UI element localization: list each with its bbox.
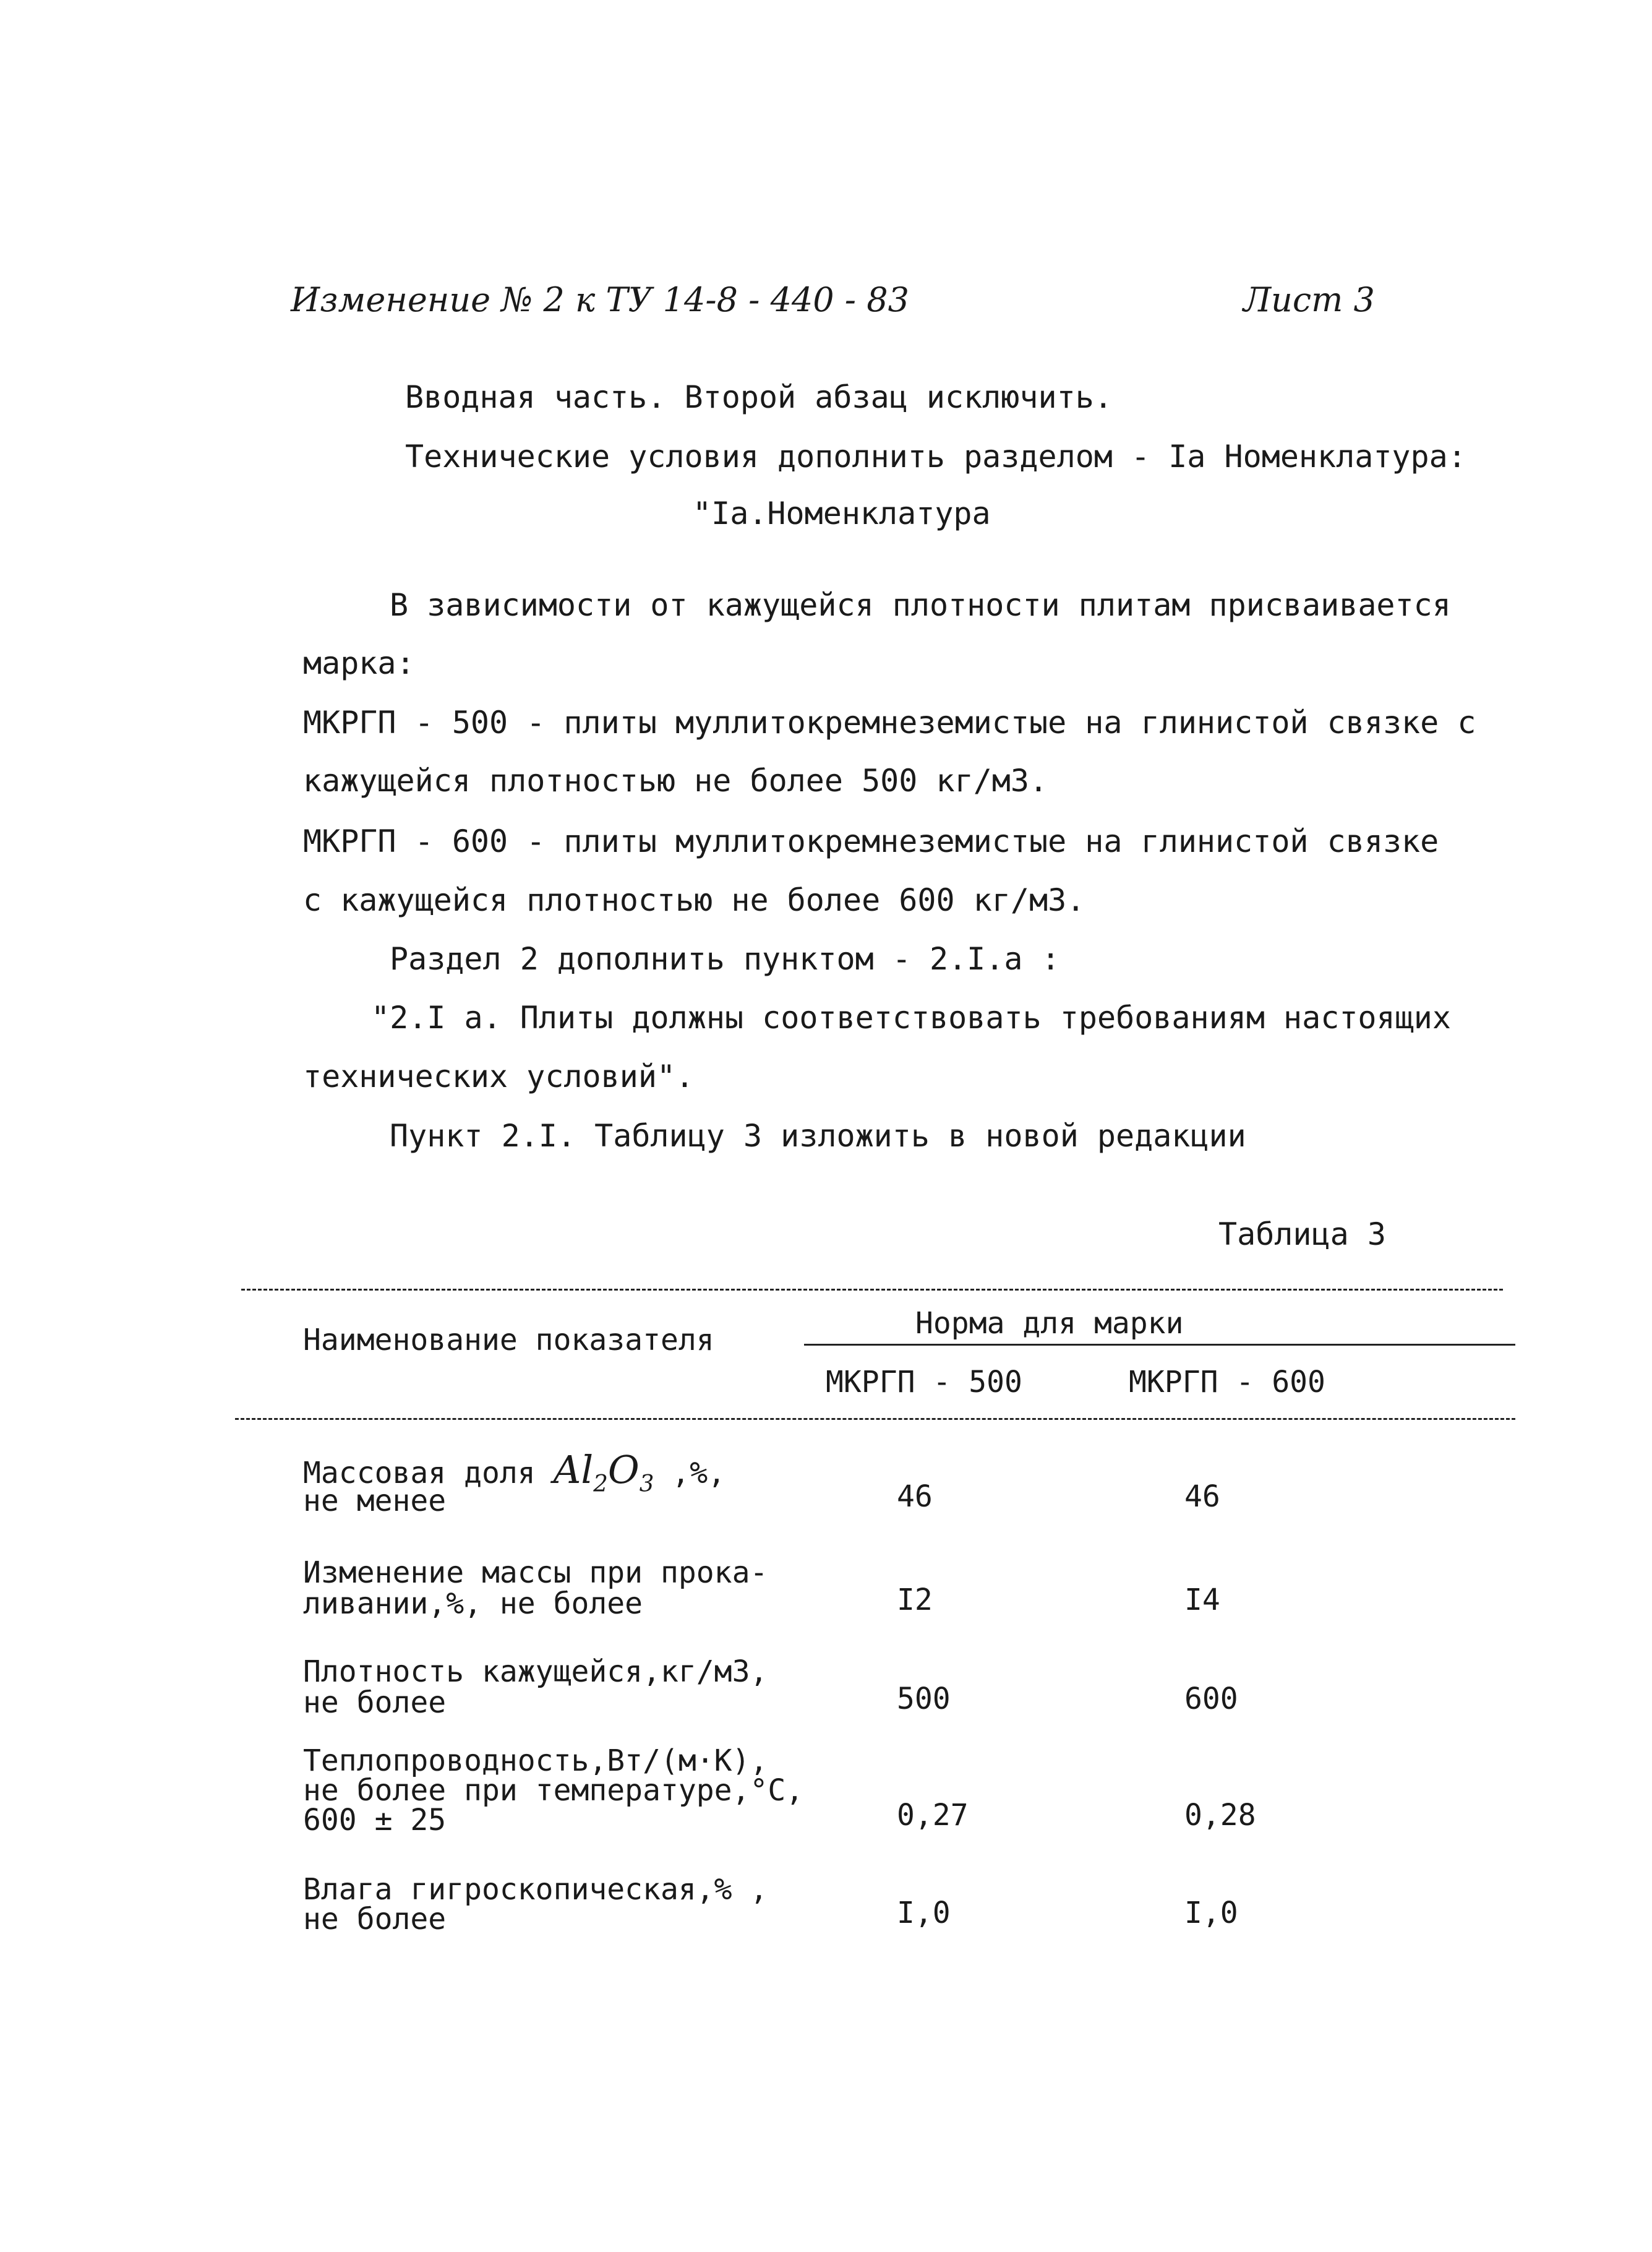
table-row-3-name-line1: Плотность кажущейся,кг/м3,: [303, 1654, 768, 1689]
table-row-5-val-500: I,0: [897, 1896, 951, 1930]
table-row-4-name-line1: Теплопроводность,Вт/(м·К),: [303, 1743, 768, 1778]
table-row-3-val-500: 500: [897, 1682, 951, 1716]
paragraph-density-line1: В зависимости от кажущейся плотности плитам присваивается: [390, 587, 1451, 623]
clause-2-1a-line1: "2.I а. Плиты должны соответствовать требованиям настоящих: [371, 1000, 1451, 1036]
clause-2-1a-line2: технических условий".: [303, 1059, 695, 1094]
table-row-5-name-line1: Влага гигроскопическая,% ,: [303, 1872, 768, 1907]
table-row-4-name-line2: не более при температуре,°С,: [303, 1773, 804, 1808]
al2o3-formula: $Al_2O_3$: [553, 1447, 654, 1497]
table-row-4-val-600: 0,28: [1184, 1798, 1256, 1833]
table-row-1-name-line1: Массовая доля $Al_2O_3$ ,%,: [303, 1447, 725, 1497]
table-header-bottom-rule: [235, 1418, 1515, 1420]
grade-600-line2: с кажущейся плотностью не более 600 кг/м3.: [303, 882, 1085, 918]
table-row-1-val-500: 46: [897, 1479, 933, 1514]
grade-600-line1: МКРГП - 600 - плиты муллитокремнеземистые на глинистой связке: [303, 823, 1439, 859]
table-header-subrule: [804, 1344, 1515, 1346]
table-row-5-name-line2: не более: [303, 1902, 447, 1936]
paragraph-density-line2: марка:: [303, 645, 415, 681]
table-row-4-val-500: 0,27: [897, 1798, 969, 1833]
grade-500-line2: кажущейся плотностью не более 500 кг/м3.: [303, 763, 1048, 799]
table-row-2-val-600: I4: [1184, 1583, 1220, 1617]
grade-500-line1: МКРГП - 500 - плиты муллитокремнеземистые на глинистой связке с: [303, 705, 1476, 741]
table-top-rule: [241, 1289, 1503, 1291]
table-row-1-val-600: 46: [1184, 1479, 1220, 1514]
table-row-3-name-line2: не более: [303, 1685, 447, 1720]
table-norm-header: Норма для марки: [915, 1306, 1184, 1341]
paragraph-add-section: Технические условия дополнить разделом - Iа Номенклатура:: [405, 439, 1466, 475]
table-row-2-val-500: I2: [897, 1583, 933, 1617]
change-title: Изменение № 2 к ТУ 14-8 - 440 - 83: [291, 280, 909, 319]
sheet-number: Лист 3: [1243, 280, 1375, 319]
table-col-500-header: МКРГП - 500: [826, 1365, 1022, 1399]
table-row-3-val-600: 600: [1184, 1682, 1238, 1716]
paragraph-section2: Раздел 2 дополнить пунктом - 2.I.а :: [390, 941, 1060, 977]
table-caption: Таблица 3: [1218, 1216, 1386, 1252]
table-row-2-name-line1: Изменение массы при прока-: [303, 1555, 768, 1590]
table-col-600-header: МКРГП - 600: [1129, 1365, 1325, 1399]
paragraph-table3: Пункт 2.I. Таблицу 3 изложить в новой редакции: [390, 1118, 1246, 1154]
paragraph-intro: Вводная часть. Второй абзац исключить.: [405, 379, 1113, 415]
table-row-2-name-line2: ливании,%, не более: [303, 1586, 643, 1621]
table-row-5-val-600: I,0: [1184, 1896, 1238, 1930]
table-row-1-name-line2: не менее: [303, 1484, 447, 1518]
section-heading-nomenclature: "Iа.Номенклатура: [693, 496, 991, 531]
table-col-name-header: Наименование показателя: [303, 1323, 714, 1357]
table-row-4-name-line3: 600 ± 25: [303, 1803, 447, 1837]
